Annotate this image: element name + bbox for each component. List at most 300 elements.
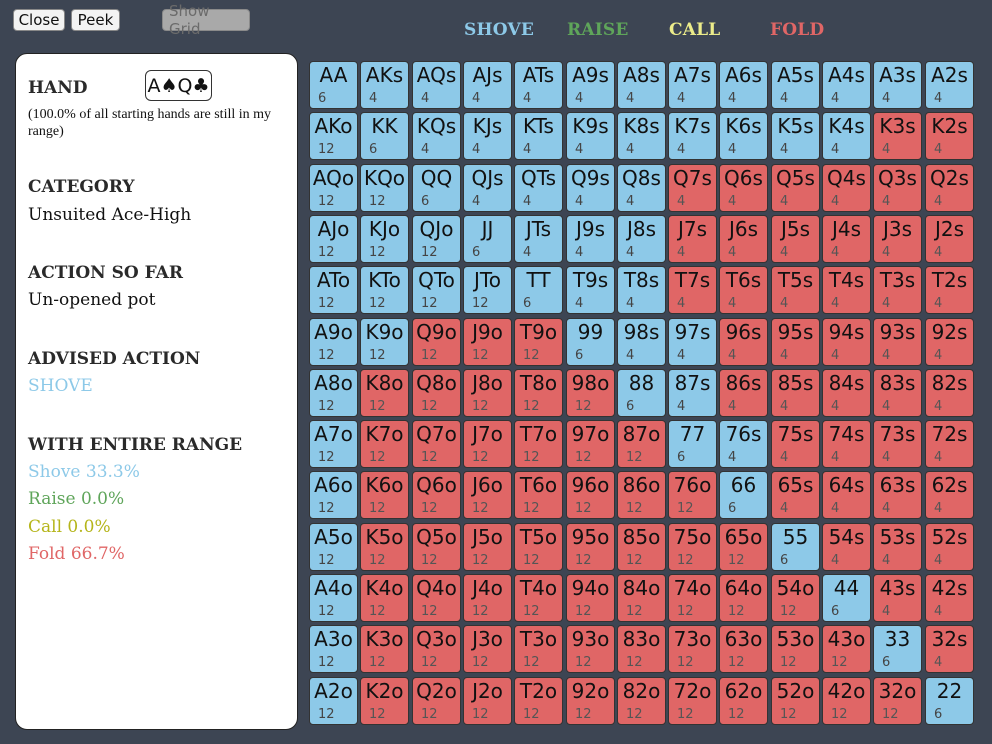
hand-label: Q8o — [416, 371, 457, 395]
hand-label: 73o — [673, 627, 712, 651]
peek-button[interactable]: Peek — [71, 9, 120, 31]
combo-count: 12 — [831, 655, 848, 670]
hand-cell-Q7o[interactable] — [412, 420, 461, 468]
hand-cell-AJo[interactable] — [309, 215, 358, 263]
hand-cell-K4s[interactable] — [822, 112, 871, 160]
hand-cell-AA[interactable] — [309, 61, 358, 109]
hand-cell-93o[interactable] — [566, 625, 615, 673]
hand-label: A4o — [314, 576, 353, 600]
combo-count: 12 — [523, 655, 540, 670]
combo-count: 12 — [421, 553, 438, 568]
hand-cell-Q3o[interactable] — [412, 625, 461, 673]
combo-count: 4 — [728, 348, 737, 363]
action-so-far-value: Un-opened pot — [28, 290, 156, 310]
hand-cell-J8o[interactable] — [463, 369, 512, 417]
hand-cell-K5s[interactable] — [771, 112, 820, 160]
hand-label: J2s — [934, 217, 965, 241]
hand-cell-KQo[interactable] — [360, 164, 409, 212]
combo-count: 4 — [831, 553, 840, 568]
hand-label: AA — [319, 63, 348, 87]
hand-range-note: (100.0% of all starting hands are still in my range) — [28, 107, 272, 139]
hand-cell-K2o[interactable] — [360, 677, 409, 725]
hand-cell-A5o[interactable] — [309, 523, 358, 571]
hand-label: Q7s — [673, 166, 712, 190]
hand-cell-83o[interactable] — [617, 625, 666, 673]
hand-cell-A8o[interactable] — [309, 369, 358, 417]
combo-count: 6 — [728, 501, 737, 516]
hand-cell-73o[interactable] — [668, 625, 717, 673]
hand-cell-A4o[interactable] — [309, 574, 358, 622]
hand-cell-A3o[interactable] — [309, 625, 358, 673]
hand-cell-32o[interactable] — [873, 677, 922, 725]
hand-cell-55[interactable] — [771, 523, 820, 571]
combo-count: 12 — [831, 707, 848, 722]
combo-count: 6 — [472, 245, 481, 260]
hand-cell-K9o[interactable] — [360, 318, 409, 366]
hand-cell-K5o[interactable] — [360, 523, 409, 571]
hand-cell-63o[interactable] — [719, 625, 768, 673]
hand-cell-J4s[interactable] — [822, 215, 871, 263]
hand-cell-Q7s[interactable] — [668, 164, 717, 212]
hand-label: Q3o — [416, 627, 457, 651]
hand-cell-22[interactable] — [925, 677, 974, 725]
hand-cell-87s[interactable] — [668, 369, 717, 417]
hand-cell-TT[interactable] — [514, 266, 563, 314]
hand-label: T5s — [777, 268, 814, 292]
hand-cell-J2o[interactable] — [463, 677, 512, 725]
hand-cell-62o[interactable] — [719, 677, 768, 725]
hand-cell-K3o[interactable] — [360, 625, 409, 673]
combo-count: 6 — [934, 707, 943, 722]
hand-cell-82o[interactable] — [617, 677, 666, 725]
hand-label: KJs — [472, 114, 503, 138]
hand-cell-A2s[interactable] — [925, 61, 974, 109]
hand-cell-J9s[interactable] — [566, 215, 615, 263]
hand-cell-J4o[interactable] — [463, 574, 512, 622]
hand-cell-97s[interactable] — [668, 318, 717, 366]
hand-cell-K8o[interactable] — [360, 369, 409, 417]
hand-cell-AKs[interactable] — [360, 61, 409, 109]
hand-cell-54s[interactable] — [822, 523, 871, 571]
hand-cell-Q9o[interactable] — [412, 318, 461, 366]
hand-cell-42s[interactable] — [925, 574, 974, 622]
advised-action-value: SHOVE — [28, 376, 93, 396]
hand-label: 74o — [673, 576, 712, 600]
hand-cell-K6o[interactable] — [360, 471, 409, 519]
combo-count: 12 — [626, 553, 643, 568]
hand-cell-J3o[interactable] — [463, 625, 512, 673]
hand-cell-42o[interactable] — [822, 677, 871, 725]
hand-cell-52o[interactable] — [771, 677, 820, 725]
hand-label: QTo — [418, 268, 455, 292]
hand-cell-J7s[interactable] — [668, 215, 717, 263]
combo-count: 12 — [575, 707, 592, 722]
hand-label: T4o — [519, 576, 558, 600]
legend-raise: RAISE — [567, 20, 629, 40]
combo-count: 4 — [728, 142, 737, 157]
hand-cell-72o[interactable] — [668, 677, 717, 725]
hand-cell-53s[interactable] — [873, 523, 922, 571]
hand-cell-T9o[interactable] — [514, 318, 563, 366]
hand-cell-JTs[interactable] — [514, 215, 563, 263]
hand-cell-88[interactable] — [617, 369, 666, 417]
hand-cell-66[interactable] — [719, 471, 768, 519]
hand-cell-T3o[interactable] — [514, 625, 563, 673]
hand-label: Q9s — [571, 166, 610, 190]
hand-label: TT — [526, 268, 551, 292]
hand-cell-J8s[interactable] — [617, 215, 666, 263]
hand-cell-43o[interactable] — [822, 625, 871, 673]
hand-cell-A9o[interactable] — [309, 318, 358, 366]
combo-count: 4 — [626, 91, 635, 106]
hand-cell-J3s[interactable] — [873, 215, 922, 263]
hand-label: 62s — [931, 473, 968, 497]
hand-cell-JJ[interactable] — [463, 215, 512, 263]
hand-cell-T2s[interactable] — [925, 266, 974, 314]
combo-count: 12 — [677, 501, 694, 516]
combo-count: 4 — [882, 348, 891, 363]
hand-label: J7o — [472, 422, 503, 446]
hand-cell-ATo[interactable] — [309, 266, 358, 314]
hand-cell-92o[interactable] — [566, 677, 615, 725]
combo-count: 12 — [318, 194, 335, 209]
hand-label: Q8s — [622, 166, 661, 190]
hand-cell-T7o[interactable] — [514, 420, 563, 468]
hand-cell-T4s[interactable] — [822, 266, 871, 314]
hand-cell-Q2o[interactable] — [412, 677, 461, 725]
hand-cell-A3s[interactable] — [873, 61, 922, 109]
combo-count: 4 — [728, 450, 737, 465]
hand-label: 94s — [828, 320, 865, 344]
combo-count: 12 — [677, 553, 694, 568]
hand-cell-86s[interactable] — [719, 369, 768, 417]
combo-count: 4 — [831, 296, 840, 311]
hand-cell-44[interactable] — [822, 574, 871, 622]
combo-count: 4 — [882, 245, 891, 260]
hand-cell-A6o[interactable] — [309, 471, 358, 519]
hand-cell-A7s[interactable] — [668, 61, 717, 109]
combo-count: 4 — [934, 194, 943, 209]
hand-cell-T4o[interactable] — [514, 574, 563, 622]
hand-label: 63o — [724, 627, 763, 651]
hand-label: J7s — [677, 217, 708, 241]
hand-cell-Q4s[interactable] — [822, 164, 871, 212]
combo-count: 6 — [626, 399, 635, 414]
combo-count: 12 — [421, 296, 438, 311]
combo-count: 12 — [318, 501, 335, 516]
hand-cell-93s[interactable] — [873, 318, 922, 366]
hand-cell-A7o[interactable] — [309, 420, 358, 468]
combo-count: 6 — [677, 450, 686, 465]
hand-cell-K3s[interactable] — [873, 112, 922, 160]
hand-cell-KQs[interactable] — [412, 112, 461, 160]
combo-count: 12 — [369, 296, 386, 311]
combo-count: 12 — [369, 553, 386, 568]
hand-cell-AQs[interactable] — [412, 61, 461, 109]
hand-cell-J6s[interactable] — [719, 215, 768, 263]
hand-label: AKs — [365, 63, 404, 87]
hand-cell-K9s[interactable] — [566, 112, 615, 160]
combo-count: 12 — [626, 450, 643, 465]
combo-count: 12 — [318, 142, 335, 157]
hand-label: 74s — [828, 422, 865, 446]
show-grid-button: Show Grid — [162, 9, 250, 31]
hand-label: J8s — [626, 217, 657, 241]
hand-label: T9o — [519, 320, 558, 344]
hand-cell-T6s[interactable] — [719, 266, 768, 314]
combo-count: 12 — [472, 501, 489, 516]
hand-cell-AKo[interactable] — [309, 112, 358, 160]
hand-cell-Q3s[interactable] — [873, 164, 922, 212]
hand-label: T3o — [519, 627, 558, 651]
combo-count: 4 — [780, 142, 789, 157]
combo-count: 4 — [831, 142, 840, 157]
combo-count: 12 — [369, 194, 386, 209]
hand-cell-T6o[interactable] — [514, 471, 563, 519]
hand-cell-83s[interactable] — [873, 369, 922, 417]
hand-cell-J2s[interactable] — [925, 215, 974, 263]
hand-label: 94o — [571, 576, 610, 600]
hand-cell-K7s[interactable] — [668, 112, 717, 160]
hand-cell-75o[interactable] — [668, 523, 717, 571]
hand-cell-92s[interactable] — [925, 318, 974, 366]
hand-label: 54s — [828, 525, 865, 549]
combo-count: 4 — [934, 245, 943, 260]
combo-count: 6 — [421, 194, 430, 209]
hand-cell-98s[interactable] — [617, 318, 666, 366]
hand-cell-85s[interactable] — [771, 369, 820, 417]
hand-cell-QJs[interactable] — [463, 164, 512, 212]
combo-count: 12 — [626, 655, 643, 670]
hand-label: 75o — [673, 525, 712, 549]
combo-count: 12 — [369, 450, 386, 465]
legend-fold: FOLD — [770, 20, 825, 40]
combo-count: 12 — [421, 604, 438, 619]
combo-count: 12 — [575, 553, 592, 568]
hand-cell-64o[interactable] — [719, 574, 768, 622]
hand-cell-A6s[interactable] — [719, 61, 768, 109]
hand-cell-J5o[interactable] — [463, 523, 512, 571]
hand-cell-54o[interactable] — [771, 574, 820, 622]
combo-count: 12 — [626, 501, 643, 516]
hand-label: 63s — [879, 473, 916, 497]
combo-count: 12 — [318, 707, 335, 722]
hand-cell-82s[interactable] — [925, 369, 974, 417]
hand-cell-98o[interactable] — [566, 369, 615, 417]
hand-label: T9s — [572, 268, 609, 292]
hand-cell-96o[interactable] — [566, 471, 615, 519]
hand-cell-94s[interactable] — [822, 318, 871, 366]
hand-label: 86s — [725, 371, 762, 395]
hand-cell-QQ[interactable] — [412, 164, 461, 212]
hand-cell-Q8o[interactable] — [412, 369, 461, 417]
hand-cell-Q2s[interactable] — [925, 164, 974, 212]
hand-cell-K6s[interactable] — [719, 112, 768, 160]
combo-count: 6 — [831, 604, 840, 619]
hand-cell-A2o[interactable] — [309, 677, 358, 725]
entire-range-heading: WITH ENTIRE RANGE — [28, 435, 243, 455]
hand-cell-86o[interactable] — [617, 471, 666, 519]
hand-cell-T7s[interactable] — [668, 266, 717, 314]
hand-cell-A5s[interactable] — [771, 61, 820, 109]
hand-label: 66 — [730, 473, 757, 497]
hand-cell-73s[interactable] — [873, 420, 922, 468]
hand-label: T8s — [623, 268, 660, 292]
combo-count: 12 — [523, 501, 540, 516]
hand-label: 42s — [931, 576, 968, 600]
hand-label: QJo — [419, 217, 454, 241]
hand-label: 97s — [674, 320, 711, 344]
hand-cell-T8o[interactable] — [514, 369, 563, 417]
hand-cell-Q6o[interactable] — [412, 471, 461, 519]
hand-label: J2o — [472, 679, 503, 703]
hand-cell-K8s[interactable] — [617, 112, 666, 160]
hand-cell-64s[interactable] — [822, 471, 871, 519]
hand-cell-A8s[interactable] — [617, 61, 666, 109]
combo-count: 12 — [575, 450, 592, 465]
combo-count: 4 — [934, 501, 943, 516]
hand-cell-87o[interactable] — [617, 420, 666, 468]
combo-count: 4 — [780, 296, 789, 311]
hand-info-panel — [15, 53, 298, 730]
hand-cell-97o[interactable] — [566, 420, 615, 468]
hand-label: J6s — [728, 217, 759, 241]
hand-cell-T5o[interactable] — [514, 523, 563, 571]
combo-count: 12 — [575, 604, 592, 619]
hand-cell-75s[interactable] — [771, 420, 820, 468]
hand-label: 86o — [622, 473, 661, 497]
hand-cell-63s[interactable] — [873, 471, 922, 519]
hand-cell-96s[interactable] — [719, 318, 768, 366]
hand-cell-84o[interactable] — [617, 574, 666, 622]
hand-cell-QJo[interactable] — [412, 215, 461, 263]
hand-cell-QTo[interactable] — [412, 266, 461, 314]
hand-cell-52s[interactable] — [925, 523, 974, 571]
combo-count: 12 — [318, 450, 335, 465]
hand-cell-85o[interactable] — [617, 523, 666, 571]
hand-cell-32s[interactable] — [925, 625, 974, 673]
range-call-stat: Call 0.0% — [28, 517, 111, 537]
hand-cell-K7o[interactable] — [360, 420, 409, 468]
hand-cell-99[interactable] — [566, 318, 615, 366]
hand-cell-J9o[interactable] — [463, 318, 512, 366]
hand-label: K4s — [828, 114, 865, 138]
hand-cell-72s[interactable] — [925, 420, 974, 468]
hand-label: J9s — [575, 217, 606, 241]
hand-cell-KJo[interactable] — [360, 215, 409, 263]
hand-cell-65o[interactable] — [719, 523, 768, 571]
hand-cell-K2s[interactable] — [925, 112, 974, 160]
hand-cell-76o[interactable] — [668, 471, 717, 519]
combo-count: 4 — [831, 348, 840, 363]
hand-label: 83o — [622, 627, 661, 651]
hand-label: Q4o — [416, 576, 457, 600]
hand-label: KQo — [363, 166, 406, 190]
combo-count: 12 — [728, 707, 745, 722]
combo-count: 4 — [882, 91, 891, 106]
hand-cell-J5s[interactable] — [771, 215, 820, 263]
hand-label: A3o — [314, 627, 353, 651]
hand-cell-T3s[interactable] — [873, 266, 922, 314]
hand-range-grid — [309, 61, 975, 725]
hand-label: AJs — [472, 63, 503, 87]
combo-count: 4 — [472, 91, 481, 106]
hand-cell-T8s[interactable] — [617, 266, 666, 314]
hand-cell-95s[interactable] — [771, 318, 820, 366]
combo-count: 4 — [523, 142, 532, 157]
combo-count: 4 — [780, 399, 789, 414]
hand-label: K2s — [931, 114, 968, 138]
hand-cell-84s[interactable] — [822, 369, 871, 417]
combo-count: 12 — [472, 296, 489, 311]
hand-cell-76s[interactable] — [719, 420, 768, 468]
combo-count: 4 — [831, 91, 840, 106]
hand-cell-QTs[interactable] — [514, 164, 563, 212]
hand-cell-65s[interactable] — [771, 471, 820, 519]
hand-cell-74s[interactable] — [822, 420, 871, 468]
combo-count: 4 — [421, 91, 430, 106]
hand-label: T3s — [879, 268, 916, 292]
hand-label: 43o — [827, 627, 866, 651]
hand-cell-33[interactable] — [873, 625, 922, 673]
combo-count: 12 — [472, 604, 489, 619]
hand-cell-Q6s[interactable] — [719, 164, 768, 212]
hand-cell-95o[interactable] — [566, 523, 615, 571]
hand-cell-KTo[interactable] — [360, 266, 409, 314]
hand-cell-J7o[interactable] — [463, 420, 512, 468]
hand-cell-AQo[interactable] — [309, 164, 358, 212]
close-button[interactable]: Close — [13, 9, 65, 31]
hand-cell-A4s[interactable] — [822, 61, 871, 109]
combo-count: 12 — [369, 655, 386, 670]
hand-cell-T2o[interactable] — [514, 677, 563, 725]
hand-cell-AJs[interactable] — [463, 61, 512, 109]
hand-cell-Q8s[interactable] — [617, 164, 666, 212]
hand-label: A4s — [828, 63, 865, 87]
hand-cell-94o[interactable] — [566, 574, 615, 622]
hand-cell-62s[interactable] — [925, 471, 974, 519]
hand-label: 85o — [622, 525, 661, 549]
combo-count: 4 — [728, 399, 737, 414]
hand-cell-77[interactable] — [668, 420, 717, 468]
hand-cell-43s[interactable] — [873, 574, 922, 622]
hand-cell-JTo[interactable] — [463, 266, 512, 314]
hand-cell-T9s[interactable] — [566, 266, 615, 314]
hand-cell-ATs[interactable] — [514, 61, 563, 109]
combo-count: 12 — [421, 707, 438, 722]
hand-cell-KK[interactable] — [360, 112, 409, 160]
hand-cell-Q9s[interactable] — [566, 164, 615, 212]
hand-cell-T5s[interactable] — [771, 266, 820, 314]
hand-cell-Q4o[interactable] — [412, 574, 461, 622]
hand-label: 53o — [776, 627, 815, 651]
hand-cell-74o[interactable] — [668, 574, 717, 622]
combo-count: 4 — [882, 142, 891, 157]
hand-cell-KJs[interactable] — [463, 112, 512, 160]
hand-cell-Q5o[interactable] — [412, 523, 461, 571]
hand-cell-KTs[interactable] — [514, 112, 563, 160]
hand-cell-K4o[interactable] — [360, 574, 409, 622]
hand-cell-A9s[interactable] — [566, 61, 615, 109]
hand-cell-53o[interactable] — [771, 625, 820, 673]
hand-label: 72s — [931, 422, 968, 446]
hand-label: J9o — [472, 320, 503, 344]
combo-count: 4 — [831, 194, 840, 209]
hand-label: T2s — [931, 268, 968, 292]
hand-cell-Q5s[interactable] — [771, 164, 820, 212]
hand-cell-J6o[interactable] — [463, 471, 512, 519]
combo-count: 12 — [421, 399, 438, 414]
